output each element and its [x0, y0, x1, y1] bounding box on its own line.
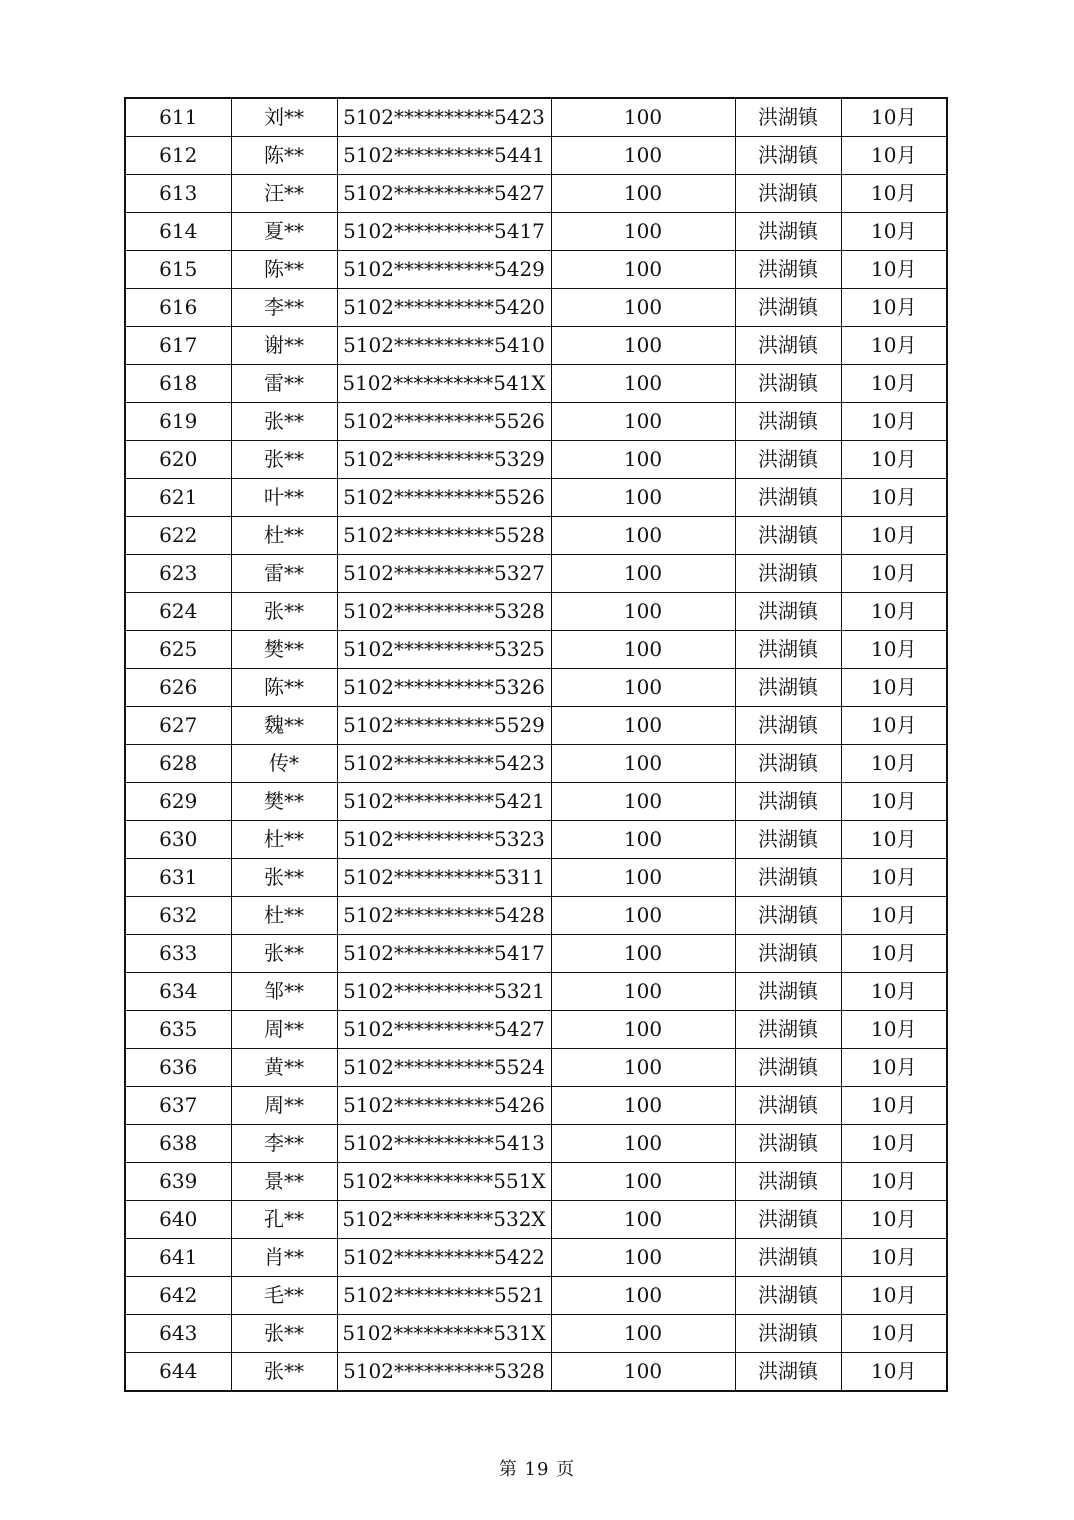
row-number-cell: 628: [125, 745, 231, 783]
town-cell: 洪湖镇: [735, 707, 841, 745]
id-number-cell: 5102**********5323: [337, 821, 551, 859]
month-cell: 10月: [841, 1315, 947, 1353]
id-number-cell: 5102**********5423: [337, 745, 551, 783]
amount-cell: 100: [551, 1011, 735, 1049]
id-number-cell: 5102**********531X: [337, 1315, 551, 1353]
table-row: [125, 251, 947, 289]
month-cell: 10月: [841, 1201, 947, 1239]
id-number-cell: 5102**********551X: [337, 1163, 551, 1201]
month-cell: 10月: [841, 1239, 947, 1277]
month-cell: 10月: [841, 973, 947, 1011]
amount-cell: 100: [551, 479, 735, 517]
amount-cell: 100: [551, 365, 735, 403]
amount-cell: 100: [551, 859, 735, 897]
name-cell: 樊**: [231, 783, 337, 821]
id-number-cell: 5102**********5428: [337, 897, 551, 935]
table-row: [125, 973, 947, 1011]
id-number-cell: 5102**********5426: [337, 1087, 551, 1125]
town-cell: 洪湖镇: [735, 213, 841, 251]
row-number-cell: 615: [125, 251, 231, 289]
month-cell: 10月: [841, 365, 947, 403]
row-number-cell: 627: [125, 707, 231, 745]
amount-cell: 100: [551, 175, 735, 213]
month-cell: 10月: [841, 1353, 947, 1392]
town-cell: 洪湖镇: [735, 98, 841, 137]
month-cell: 10月: [841, 403, 947, 441]
town-cell: 洪湖镇: [735, 1201, 841, 1239]
table-row: [125, 289, 947, 327]
month-cell: 10月: [841, 859, 947, 897]
name-cell: 邹**: [231, 973, 337, 1011]
amount-cell: 100: [551, 593, 735, 631]
id-number-cell: 5102**********5329: [337, 441, 551, 479]
name-cell: 张**: [231, 1315, 337, 1353]
name-cell: 陈**: [231, 669, 337, 707]
table-row: [125, 327, 947, 365]
table-row: [125, 365, 947, 403]
row-number-cell: 617: [125, 327, 231, 365]
town-cell: 洪湖镇: [735, 859, 841, 897]
name-cell: 杜**: [231, 517, 337, 555]
table-row: [125, 631, 947, 669]
row-number-cell: 612: [125, 137, 231, 175]
page-number: 第 19 页: [498, 1459, 576, 1480]
name-cell: 张**: [231, 593, 337, 631]
town-cell: 洪湖镇: [735, 631, 841, 669]
amount-cell: 100: [551, 1353, 735, 1392]
id-number-cell: 5102**********5321: [337, 973, 551, 1011]
month-cell: 10月: [841, 1277, 947, 1315]
row-number-cell: 640: [125, 1201, 231, 1239]
amount-cell: 100: [551, 251, 735, 289]
row-number-cell: 616: [125, 289, 231, 327]
town-cell: 洪湖镇: [735, 897, 841, 935]
town-cell: 洪湖镇: [735, 783, 841, 821]
town-cell: 洪湖镇: [735, 137, 841, 175]
id-number-cell: 5102**********5526: [337, 479, 551, 517]
town-cell: 洪湖镇: [735, 403, 841, 441]
month-cell: 10月: [841, 1087, 947, 1125]
table-row: [125, 1201, 947, 1239]
data-table: [124, 97, 948, 1392]
id-number-cell: 5102**********5420: [337, 289, 551, 327]
id-number-cell: 5102**********5417: [337, 213, 551, 251]
id-number-cell: 5102**********5529: [337, 707, 551, 745]
row-number-cell: 629: [125, 783, 231, 821]
month-cell: 10月: [841, 593, 947, 631]
name-cell: 周**: [231, 1011, 337, 1049]
name-cell: 魏**: [231, 707, 337, 745]
table-row: [125, 783, 947, 821]
row-number-cell: 626: [125, 669, 231, 707]
amount-cell: 100: [551, 1125, 735, 1163]
month-cell: 10月: [841, 555, 947, 593]
month-cell: 10月: [841, 1125, 947, 1163]
name-cell: 周**: [231, 1087, 337, 1125]
row-number-cell: 619: [125, 403, 231, 441]
table-row: [125, 1087, 947, 1125]
row-number-cell: 638: [125, 1125, 231, 1163]
table-row: [125, 175, 947, 213]
amount-cell: 100: [551, 669, 735, 707]
town-cell: 洪湖镇: [735, 175, 841, 213]
name-cell: 刘**: [231, 98, 337, 137]
table-row: [125, 213, 947, 251]
month-cell: 10月: [841, 441, 947, 479]
month-cell: 10月: [841, 251, 947, 289]
id-number-cell: 5102**********5427: [337, 1011, 551, 1049]
table-row: [125, 745, 947, 783]
row-number-cell: 635: [125, 1011, 231, 1049]
table-row: [125, 707, 947, 745]
id-number-cell: 5102**********5528: [337, 517, 551, 555]
amount-cell: 100: [551, 1201, 735, 1239]
amount-cell: 100: [551, 327, 735, 365]
amount-cell: 100: [551, 973, 735, 1011]
month-cell: 10月: [841, 1163, 947, 1201]
amount-cell: 100: [551, 1049, 735, 1087]
amount-cell: 100: [551, 98, 735, 137]
row-number-cell: 618: [125, 365, 231, 403]
row-number-cell: 636: [125, 1049, 231, 1087]
month-cell: 10月: [841, 707, 947, 745]
id-number-cell: 5102**********5423: [337, 98, 551, 137]
table-row: [125, 98, 947, 137]
name-cell: 陈**: [231, 137, 337, 175]
name-cell: 景**: [231, 1163, 337, 1201]
id-number-cell: 5102**********5311: [337, 859, 551, 897]
amount-cell: 100: [551, 821, 735, 859]
row-number-cell: 620: [125, 441, 231, 479]
month-cell: 10月: [841, 289, 947, 327]
town-cell: 洪湖镇: [735, 1011, 841, 1049]
name-cell: 张**: [231, 403, 337, 441]
name-cell: 毛**: [231, 1277, 337, 1315]
month-cell: 10月: [841, 517, 947, 555]
id-number-cell: 5102**********5441: [337, 137, 551, 175]
name-cell: 谢**: [231, 327, 337, 365]
month-cell: 10月: [841, 98, 947, 137]
month-cell: 10月: [841, 821, 947, 859]
table-row: [125, 1239, 947, 1277]
town-cell: 洪湖镇: [735, 1163, 841, 1201]
month-cell: 10月: [841, 745, 947, 783]
amount-cell: 100: [551, 897, 735, 935]
table-row: [125, 821, 947, 859]
town-cell: 洪湖镇: [735, 821, 841, 859]
town-cell: 洪湖镇: [735, 555, 841, 593]
row-number-cell: 639: [125, 1163, 231, 1201]
table-row: [125, 897, 947, 935]
row-number-cell: 631: [125, 859, 231, 897]
amount-cell: 100: [551, 1277, 735, 1315]
town-cell: 洪湖镇: [735, 669, 841, 707]
row-number-cell: 633: [125, 935, 231, 973]
amount-cell: 100: [551, 631, 735, 669]
table-row: [125, 137, 947, 175]
name-cell: 传*: [231, 745, 337, 783]
month-cell: 10月: [841, 631, 947, 669]
id-number-cell: 5102**********5328: [337, 1353, 551, 1392]
month-cell: 10月: [841, 327, 947, 365]
town-cell: 洪湖镇: [735, 441, 841, 479]
table-row: [125, 555, 947, 593]
row-number-cell: 614: [125, 213, 231, 251]
town-cell: 洪湖镇: [735, 935, 841, 973]
town-cell: 洪湖镇: [735, 289, 841, 327]
row-number-cell: 625: [125, 631, 231, 669]
month-cell: 10月: [841, 935, 947, 973]
table-body: [125, 98, 947, 1391]
name-cell: 陈**: [231, 251, 337, 289]
month-cell: 10月: [841, 137, 947, 175]
table-row: [125, 1353, 947, 1392]
town-cell: 洪湖镇: [735, 1125, 841, 1163]
town-cell: 洪湖镇: [735, 1277, 841, 1315]
id-number-cell: 5102**********5429: [337, 251, 551, 289]
amount-cell: 100: [551, 1087, 735, 1125]
table-row: [125, 935, 947, 973]
month-cell: 10月: [841, 1049, 947, 1087]
table-row: [125, 1277, 947, 1315]
month-cell: 10月: [841, 213, 947, 251]
name-cell: 张**: [231, 935, 337, 973]
amount-cell: 100: [551, 935, 735, 973]
row-number-cell: 643: [125, 1315, 231, 1353]
table-row: [125, 441, 947, 479]
town-cell: 洪湖镇: [735, 1239, 841, 1277]
amount-cell: 100: [551, 1239, 735, 1277]
id-number-cell: 5102**********5427: [337, 175, 551, 213]
name-cell: 雷**: [231, 365, 337, 403]
amount-cell: 100: [551, 783, 735, 821]
month-cell: 10月: [841, 669, 947, 707]
town-cell: 洪湖镇: [735, 365, 841, 403]
amount-cell: 100: [551, 517, 735, 555]
amount-cell: 100: [551, 441, 735, 479]
table-row: [125, 403, 947, 441]
table-row: [125, 1011, 947, 1049]
amount-cell: 100: [551, 289, 735, 327]
amount-cell: 100: [551, 137, 735, 175]
town-cell: 洪湖镇: [735, 593, 841, 631]
id-number-cell: 5102**********5327: [337, 555, 551, 593]
amount-cell: 100: [551, 403, 735, 441]
table-row: [125, 859, 947, 897]
row-number-cell: 611: [125, 98, 231, 137]
amount-cell: 100: [551, 745, 735, 783]
row-number-cell: 613: [125, 175, 231, 213]
town-cell: 洪湖镇: [735, 745, 841, 783]
name-cell: 张**: [231, 859, 337, 897]
table-row: [125, 1163, 947, 1201]
town-cell: 洪湖镇: [735, 479, 841, 517]
month-cell: 10月: [841, 783, 947, 821]
amount-cell: 100: [551, 1315, 735, 1353]
town-cell: 洪湖镇: [735, 1315, 841, 1353]
name-cell: 雷**: [231, 555, 337, 593]
name-cell: 汪**: [231, 175, 337, 213]
row-number-cell: 622: [125, 517, 231, 555]
name-cell: 张**: [231, 441, 337, 479]
id-number-cell: 5102**********5421: [337, 783, 551, 821]
table-row: [125, 1049, 947, 1087]
town-cell: 洪湖镇: [735, 517, 841, 555]
id-number-cell: 5102**********5413: [337, 1125, 551, 1163]
name-cell: 李**: [231, 289, 337, 327]
month-cell: 10月: [841, 175, 947, 213]
name-cell: 黄**: [231, 1049, 337, 1087]
town-cell: 洪湖镇: [735, 251, 841, 289]
row-number-cell: 621: [125, 479, 231, 517]
town-cell: 洪湖镇: [735, 327, 841, 365]
name-cell: 张**: [231, 1353, 337, 1392]
name-cell: 杜**: [231, 821, 337, 859]
row-number-cell: 642: [125, 1277, 231, 1315]
name-cell: 李**: [231, 1125, 337, 1163]
amount-cell: 100: [551, 555, 735, 593]
row-number-cell: 637: [125, 1087, 231, 1125]
table-row: [125, 517, 947, 555]
row-number-cell: 623: [125, 555, 231, 593]
row-number-cell: 632: [125, 897, 231, 935]
row-number-cell: 634: [125, 973, 231, 1011]
id-number-cell: 5102**********5524: [337, 1049, 551, 1087]
month-cell: 10月: [841, 897, 947, 935]
id-number-cell: 5102**********5326: [337, 669, 551, 707]
id-number-cell: 5102**********541X: [337, 365, 551, 403]
row-number-cell: 624: [125, 593, 231, 631]
town-cell: 洪湖镇: [735, 973, 841, 1011]
amount-cell: 100: [551, 1163, 735, 1201]
town-cell: 洪湖镇: [735, 1087, 841, 1125]
id-number-cell: 5102**********5328: [337, 593, 551, 631]
table-row: [125, 1315, 947, 1353]
month-cell: 10月: [841, 479, 947, 517]
id-number-cell: 5102**********5521: [337, 1277, 551, 1315]
id-number-cell: 5102**********5417: [337, 935, 551, 973]
name-cell: 肖**: [231, 1239, 337, 1277]
month-cell: 10月: [841, 1011, 947, 1049]
table-row: [125, 1125, 947, 1163]
name-cell: 孔**: [231, 1201, 337, 1239]
name-cell: 杜**: [231, 897, 337, 935]
row-number-cell: 630: [125, 821, 231, 859]
row-number-cell: 644: [125, 1353, 231, 1392]
amount-cell: 100: [551, 213, 735, 251]
id-number-cell: 5102**********5422: [337, 1239, 551, 1277]
name-cell: 叶**: [231, 479, 337, 517]
table-row: [125, 479, 947, 517]
table-row: [125, 593, 947, 631]
amount-cell: 100: [551, 707, 735, 745]
id-number-cell: 5102**********5325: [337, 631, 551, 669]
row-number-cell: 641: [125, 1239, 231, 1277]
town-cell: 洪湖镇: [735, 1353, 841, 1392]
town-cell: 洪湖镇: [735, 1049, 841, 1087]
name-cell: 夏**: [231, 213, 337, 251]
name-cell: 樊**: [231, 631, 337, 669]
id-number-cell: 5102**********5410: [337, 327, 551, 365]
table-row: [125, 669, 947, 707]
id-number-cell: 5102**********5526: [337, 403, 551, 441]
id-number-cell: 5102**********532X: [337, 1201, 551, 1239]
